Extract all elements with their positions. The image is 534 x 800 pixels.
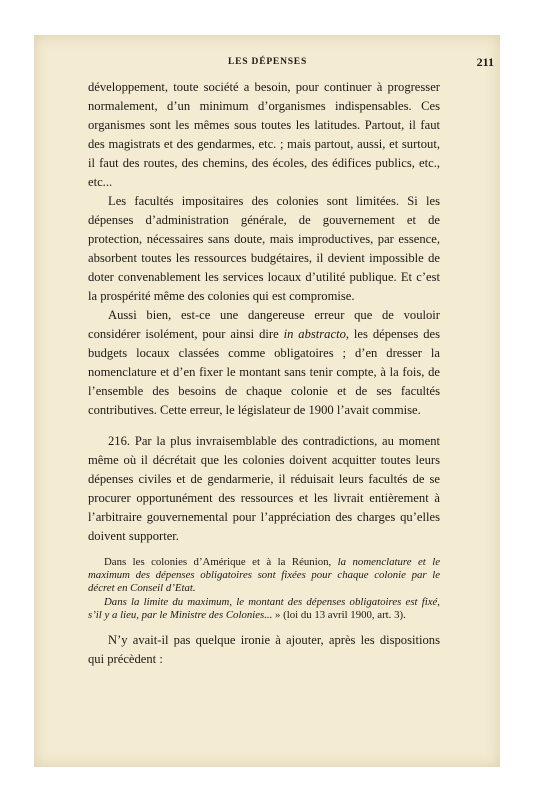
paragraph: Les facultés impositaires des colonies sont limitées. Si les dépenses d’administration générale, de gouvernement et de protection, nécessaires sans doute, mais improductives, par essence, absorbent toutes les ressources budgétaires, il devient impossible de doter convenablement les services locaux d’utilité publique. Et c’est la prospérité même des colonies qui est compromise. [88, 194, 440, 303]
page-number: 211 [476, 55, 494, 69]
paragraph: développement, toute société a besoin, pour continuer à progresser normalement, d’un minimum d’organismes indispensables. Ces organismes sont les mêmes sous toutes les latitudes. Partout, il faut des magistrats et des gendarmes, etc. ; mais partout, aussi, et surtout, il faut des routes, des chemins, des écoles, des édifices publics, etc., etc... [88, 80, 440, 189]
quote-line: Dans les colonies d’Amérique et à la Réunion, la nomenclature et le maximum des dépenses obligatoires sont fixées pour chaque colonie par le décret en Conseil d’Etat. [88, 556, 440, 594]
paragraph: Aussi bien, est-ce une dangereuse erreur que de vouloir considérer isolément, pour ainsi dire in abstracto, les dépenses des budgets locaux classées comme obligatoires ; d’en dresser la nomenclature et d’en fixer le montant sans tenir compte, à la fois, de l’ensemble des besoins de chaque colonie et de ses facultés contributives. Cette erreur, le législateur de 1900 l’avait commise. [88, 308, 440, 417]
law-quote [88, 556, 440, 622]
page-body [88, 78, 440, 669]
section-paragraph-216: 216. Par la plus invraisemblable des contradictions, au moment même où il décrétait que les colonies doivent acquitter toutes leurs dépenses civiles et de gendarmerie, il réduisait leurs facultés de se procurer opportunément des ressources et les livrait entièrement à l’arbitraire gouvernemental pour l’appréciation des charges qu’elles doivent supporter. [88, 434, 440, 543]
running-title: LES DÉPENSES [228, 57, 308, 67]
quote-line: Dans la limite du maximum, le montant des dépenses obligatoires est fixé, s’il y a lieu, par le Ministre des Colonies... » (loi du 13 avril 1900, art. 3). [88, 596, 440, 621]
paragraph: N’y avait-il pas quelque ironie à ajouter, après les dispositions qui précèdent : [88, 633, 440, 666]
